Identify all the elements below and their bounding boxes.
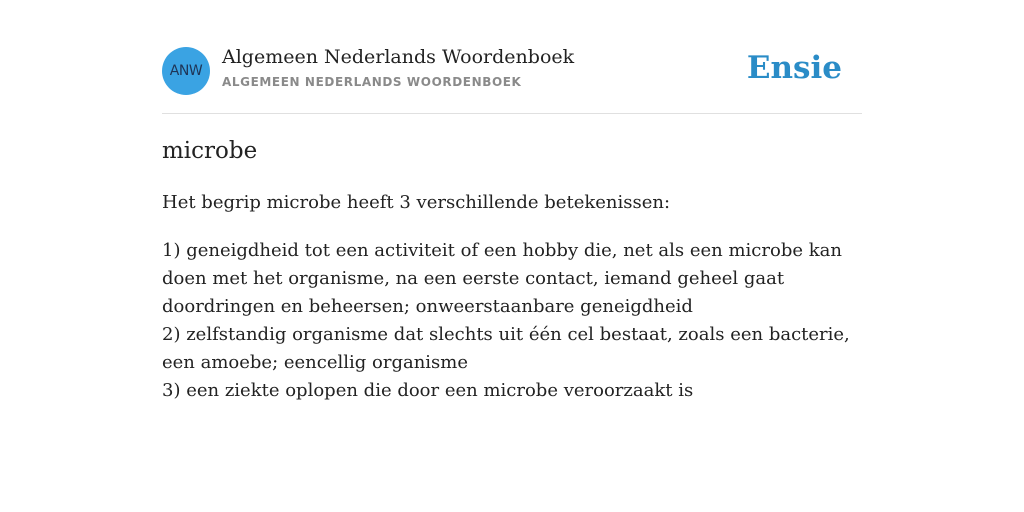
logo-text: ANW [169,63,203,79]
entry-intro: Het begrip microbe heeft 3 verschillende betekenissen: [162,192,671,213]
ensie-brand-logo[interactable]: Ensie [746,50,842,86]
entry-word: microbe [162,138,258,164]
meanings-list [162,237,862,405]
meaning-item: 1) geneigdheid tot een activiteit of een hobby die, net als een microbe kan doen met het organisme, na een eerste contact, iemand geheel gaat doordringen en beheersen; onweerstaanbare geneigdheid [162,240,842,317]
source-subtitle: ALGEMEEN NEDERLANDS WOORDENBOEK [222,75,522,89]
anw-logo [162,47,210,95]
entry-card [162,0,862,401]
meaning-item: 3) een ziekte oplopen die door een microbe veroorzaakt is [162,380,694,401]
source-header [162,0,862,114]
source-title: Algemeen Nederlands Woordenboek [222,46,575,68]
meaning-item: 2) zelfstandig organisme dat slechts uit één cel bestaat, zoals een bacterie, een amoebe; eencellig organisme [162,324,850,373]
